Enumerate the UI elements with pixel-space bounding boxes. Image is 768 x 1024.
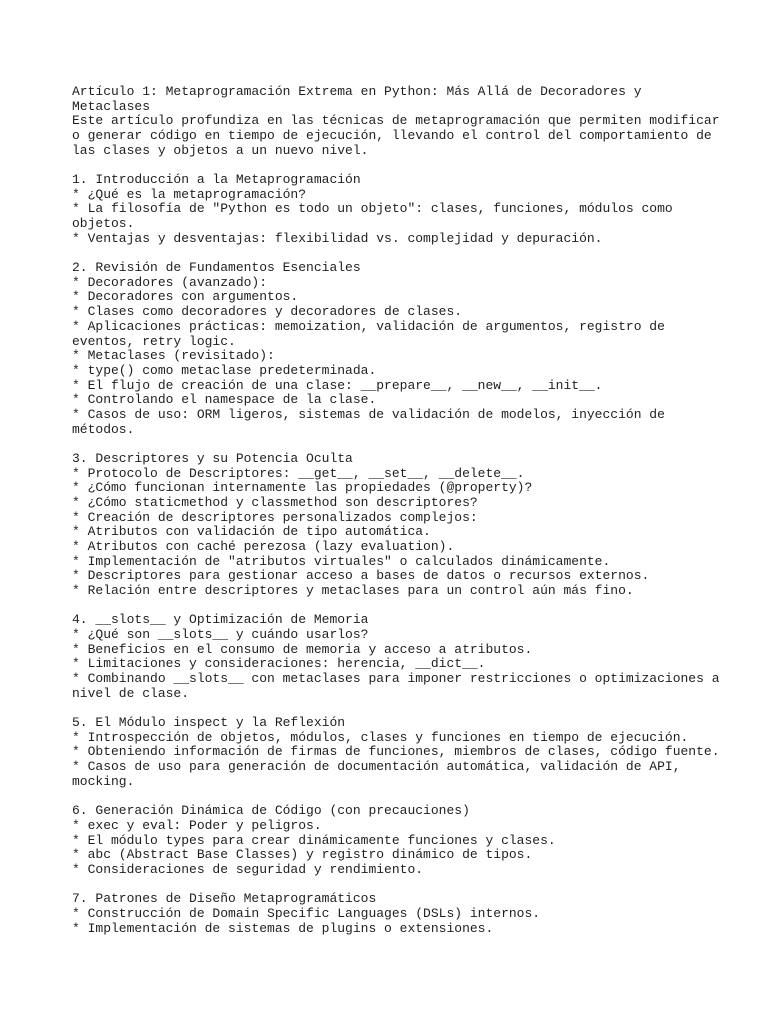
- text-line: * La filosofía de "Python es todo un objeto": clases, funciones, módulos como: [72, 201, 673, 217]
- text-line: Artículo 1: Metaprogramación Extrema en Python: Más Allá de Decoradores y: [72, 84, 642, 99]
- blank-line: [72, 878, 712, 893]
- text-line: * Descriptores para gestionar acceso a bases de datos o recursos externos.: [72, 568, 650, 584]
- document-body: [72, 84, 720, 936]
- text-line: * Beneficios en el consumo de memoria y acceso a atributos.: [72, 641, 533, 657]
- text-line: * Decoradores con argumentos.: [72, 289, 299, 305]
- blank-line: [72, 599, 712, 614]
- text-line: * abc (Abstract Base Classes) y registro dinámico de tipos.: [72, 847, 533, 863]
- text-line: * Implementación de sistemas de plugins o extensiones.: [72, 920, 494, 936]
- text-line: * Ventajas y desventajas: flexibilidad vs. complejidad y depuración.: [72, 230, 603, 246]
- text-line: * Metaclases (revisitado):: [72, 348, 275, 364]
- blank-line: [72, 246, 712, 261]
- text-line: 7. Patrones de Diseño Metaprogramáticos: [72, 891, 377, 907]
- text-line: mocking.: [72, 773, 135, 789]
- text-line: * Controlando el namespace de la clase.: [72, 392, 377, 408]
- text-line: 3. Descriptores y su Potencia Oculta: [72, 450, 353, 466]
- text-line: * Atributos con validación de tipo automática.: [72, 524, 431, 540]
- text-line: * Creación de descriptores personalizados complejos:: [72, 509, 478, 525]
- blank-line: [72, 702, 712, 717]
- text-line: * exec y eval: Poder y peligros.: [72, 817, 322, 833]
- text-line: * Casos de uso: ORM ligeros, sistemas de validación de modelos, inyección de: [72, 406, 665, 422]
- text-line: 2. Revisión de Fundamentos Esenciales: [72, 260, 361, 276]
- text-line: 5. El Módulo inspect y la Reflexión: [72, 715, 346, 731]
- text-line: * Limitaciones y consideraciones: herencia, __dict__.: [72, 656, 486, 672]
- text-line: * Implementación de "atributos virtuales" o calculados dinámicamente.: [72, 553, 611, 569]
- text-line: * Atributos con caché perezosa (lazy evaluation).: [72, 539, 455, 555]
- text-line: * Protocolo de Descriptores: __get__, __set__, __delete__.: [72, 465, 525, 481]
- text-line: * Introspección de objetos, módulos, clases y funciones en tiempo de ejecución.: [72, 729, 689, 745]
- text-line: Este artículo profundiza en las técnicas de metaprogramación que permiten modificar: [72, 113, 720, 129]
- text-line: * Combinando __slots__ con metaclases para imponer restricciones o optimizaciones a: [72, 671, 720, 687]
- text-line: * El módulo types para crear dinámicamente funciones y clases.: [72, 832, 556, 848]
- text-line: * Clases como decoradores y decoradores de clases.: [72, 304, 463, 320]
- text-line: 4. __slots__ y Optimización de Memoria: [72, 612, 369, 628]
- blank-line: [72, 437, 712, 452]
- text-line: eventos, retry logic.: [72, 333, 236, 349]
- text-line: * ¿Cómo staticmethod y classmethod son descriptores?: [72, 494, 478, 510]
- text-line: objetos.: [72, 216, 135, 232]
- text-line: * type() como metaclase predeterminada.: [72, 362, 377, 378]
- text-line: * ¿Qué es la metaprogramación?: [72, 186, 307, 202]
- text-line: * Decoradores (avanzado):: [72, 274, 268, 290]
- text-line: * Relación entre descriptores y metaclases para un control aún más fino.: [72, 583, 634, 599]
- text-line: Metaclases: [72, 98, 151, 114]
- text-line: * Aplicaciones prácticas: memoization, validación de argumentos, registro de: [72, 318, 665, 334]
- text-line: * Casos de uso para generación de documentación automática, validación de API,: [72, 759, 681, 775]
- blank-line: [72, 158, 712, 173]
- text-line: * Consideraciones de seguridad y rendimiento.: [72, 861, 424, 877]
- text-line: las clases y objetos a un nuevo nivel.: [72, 142, 369, 158]
- text-line: 6. Generación Dinámica de Código (con precauciones): [72, 803, 470, 819]
- text-line: * El flujo de creación de una clase: __prepare__, __new__, __init__.: [72, 377, 603, 393]
- text-line: 1. Introducción a la Metaprogramación: [72, 172, 361, 188]
- text-line: * Construcción de Domain Specific Languages (DSLs) internos.: [72, 905, 541, 921]
- text-line: métodos.: [72, 421, 135, 437]
- blank-line: [72, 790, 712, 805]
- text-line: o generar código en tiempo de ejecución, llevando el control del comportamiento de: [72, 128, 712, 144]
- text-line: * ¿Qué son __slots__ y cuándo usarlos?: [72, 627, 369, 643]
- text-line: * ¿Cómo funcionan internamente las propiedades (@property)?: [72, 480, 533, 496]
- text-line: nivel de clase.: [72, 685, 190, 701]
- text-line: * Obteniendo información de firmas de funciones, miembros de clases, código fuente.: [72, 744, 720, 760]
